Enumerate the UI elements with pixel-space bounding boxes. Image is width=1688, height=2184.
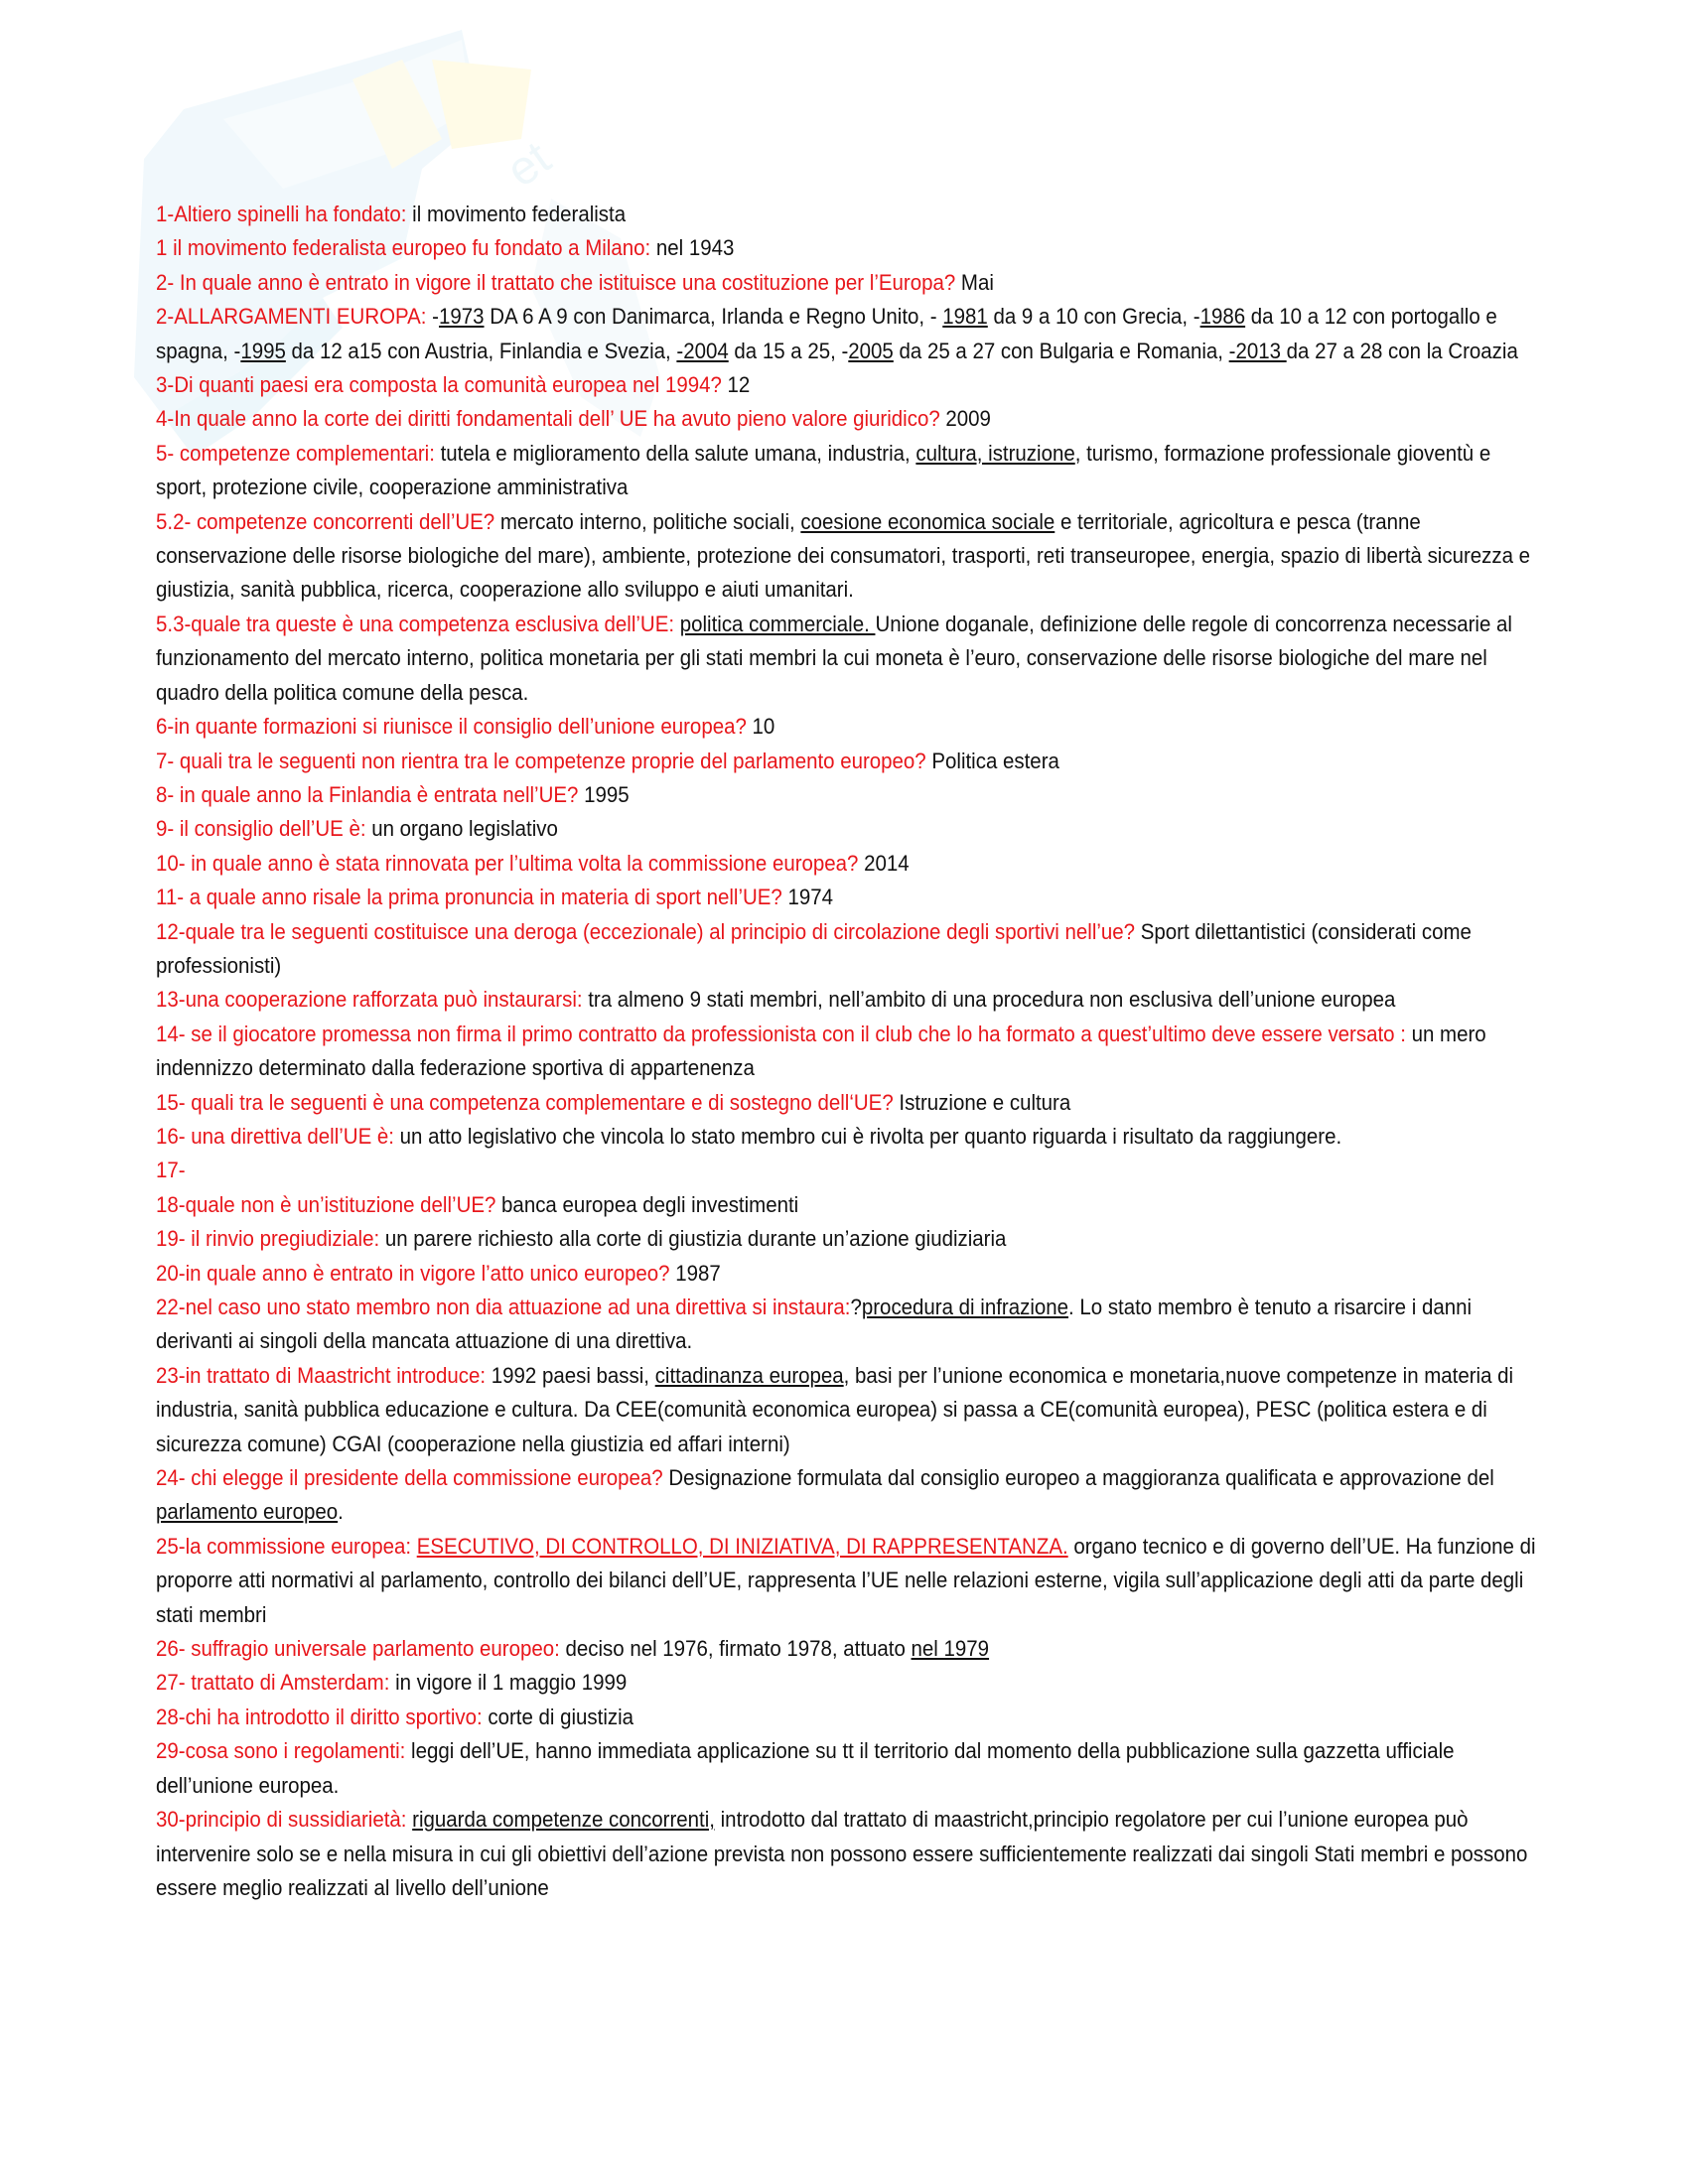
qa-item xyxy=(156,1154,1536,1187)
underlined-answer: ESECUTIVO, DI CONTROLLO, DI INIZIATIVA, DI RAPPRESENTANZA. xyxy=(416,1533,1068,1559)
question-text: 18-quale non è un’istituzione dell’UE? xyxy=(156,1191,496,1217)
qa-item xyxy=(156,1188,1536,1222)
qa-item xyxy=(156,778,1536,812)
qa-item xyxy=(156,1666,1536,1700)
underlined-answer: 1981 xyxy=(942,304,988,330)
answer-text: da 12 a15 con Austria, Finlandia e Svezia, xyxy=(285,338,677,363)
question-text: 1 il movimento federalista europeo fu fondato a Milano: xyxy=(156,235,651,261)
answer-text: tutela e miglioramento della salute umana, industria, xyxy=(434,440,916,466)
qa-item xyxy=(156,231,1536,265)
answer-text: tra almeno 9 stati membri, nell’ambito di una procedura non esclusiva dell’unione europea xyxy=(582,987,1396,1013)
qa-item xyxy=(156,1222,1536,1256)
answer-text: un mero indennizzo determinato dalla federazione sportiva di appartenenza xyxy=(156,1021,1486,1081)
question-text: 22-nel caso uno stato membro non dia attuazione ad una direttiva si instaura: xyxy=(156,1295,851,1319)
answer-text: , basi per l’unione economica e monetaria,nuove competenze in materia di industria, sanità pubblica educazione e cultura. Da CEE(comunità economica europea) si passa a CE(comunità europea), PESC (politica estera e di sicurezza comune) CGAI (cooperazione nella giustizia ed affari interni) xyxy=(156,1362,1514,1456)
underlined-answer: 2005 xyxy=(848,338,894,363)
answer-text: , turismo, formazione professionale gioventù e sport, protezione civile, cooperazione amministrativa xyxy=(156,440,1491,500)
answer-text: un atto legislativo che vincola lo stato membro cui è rivolta per quanto riguarda i risultato da raggiungere. xyxy=(393,1123,1342,1149)
qa-item xyxy=(156,1701,1536,1734)
underlined-answer: -2013 xyxy=(1228,338,1287,363)
question-text: 6-in quante formazioni si riunisce il consiglio dell’unione europea? xyxy=(156,714,747,740)
question-text: 10- in quale anno è stata rinnovata per l’ultima volta la commissione europea? xyxy=(156,850,859,876)
question-text: 26- suffragio universale parlamento europeo: xyxy=(156,1636,560,1662)
question-text: 28-chi ha introdotto il diritto sportivo: xyxy=(156,1704,483,1729)
answer-text: . Lo stato membro è tenuto a risarcire i danni derivanti ai singoli della mancata attuazione di una direttiva. xyxy=(156,1295,1473,1354)
answer-text: leggi dell’UE, hanno immediata applicazione su tt il territorio dal momento della pubblicazione sulla gazzetta ufficiale dell’unione europea. xyxy=(156,1738,1455,1798)
qa-item xyxy=(156,915,1536,984)
answer-text: 2009 xyxy=(939,406,991,432)
question-text: 27- trattato di Amsterdam: xyxy=(156,1670,390,1696)
underlined-answer: nel 1979 xyxy=(911,1636,990,1662)
answer-text: 12 xyxy=(721,372,751,398)
answer-text: nel 1943 xyxy=(650,235,735,261)
answer-text: Istruzione e cultura xyxy=(893,1089,1071,1115)
qa-item xyxy=(156,1120,1536,1154)
question-text: 7- quali tra le seguenti non rientra tra le competenze proprie del parlamento europeo? xyxy=(156,748,926,773)
answer-text: da 15 a 25, - xyxy=(728,338,849,363)
answer-text: Designazione formulata dal consiglio europeo a maggioranza qualificata e approvazione del xyxy=(662,1465,1494,1491)
question-text: 4-In quale anno la corte dei diritti fondamentali dell’ UE ha avuto pieno valore giuridico? xyxy=(156,406,940,432)
question-text: 24- chi elegge il presidente della commissione europea? xyxy=(156,1465,663,1491)
underlined-answer: 1995 xyxy=(240,338,286,363)
question-text: 29-cosa sono i regolamenti: xyxy=(156,1738,406,1764)
answer-text: 1992 paesi bassi, xyxy=(486,1362,655,1388)
answer-text: 1987 xyxy=(669,1260,721,1286)
answer-text: da 9 a 10 con Grecia, - xyxy=(987,304,1200,330)
question-text: 8- in quale anno la Finlandia è entrata nell’UE? xyxy=(156,781,579,807)
answer-text: Sport dilettantistici (considerati come professionisti) xyxy=(156,918,1472,978)
underlined-answer: riguarda competenze concorrenti, xyxy=(412,1807,715,1833)
qa-item xyxy=(156,745,1536,778)
answer-text: mercato interno, politiche sociali, xyxy=(494,508,801,534)
qa-item xyxy=(156,300,1536,368)
qa-item xyxy=(156,847,1536,881)
qa-item xyxy=(156,1291,1536,1359)
answer-text: il movimento federalista xyxy=(406,202,627,226)
answer-text: in vigore il 1 maggio 1999 xyxy=(389,1670,628,1696)
answer-text: Mai xyxy=(955,269,994,295)
underlined-answer: 1973 xyxy=(438,304,485,330)
qa-item xyxy=(156,608,1536,710)
underlined-answer: politica commerciale. xyxy=(679,611,876,636)
question-text: 25-la commissione europea: xyxy=(156,1533,417,1559)
answer-text: 1974 xyxy=(781,885,834,910)
question-text: 9- il consiglio dell’UE è: xyxy=(156,816,366,842)
underlined-answer: 1986 xyxy=(1199,304,1246,330)
qa-item xyxy=(156,710,1536,744)
underlined-answer: cultura, istruzione xyxy=(915,440,1075,466)
qa-item xyxy=(156,1018,1536,1086)
question-text: 23-in trattato di Maastricht introduce: xyxy=(156,1362,487,1388)
svg-text:et: et xyxy=(496,131,561,199)
answer-text: un parere richiesto alla corte di giustizia durante un’azione giudiziaria xyxy=(379,1226,1007,1252)
qa-item xyxy=(156,1803,1536,1905)
answer-text: DA 6 A 9 con Danimarca, Irlanda e Regno Unito, - xyxy=(484,304,943,330)
qa-item xyxy=(156,1530,1536,1632)
answer-text: 2014 xyxy=(858,850,910,876)
answer-text: da 10 a 12 con portogallo e spagna, - xyxy=(156,304,1497,363)
question-text: 5.3-quale tra queste è una competenza esclusiva dell’UE: xyxy=(156,611,675,636)
qa-item xyxy=(156,437,1536,505)
answer-text: banca europea degli investimenti xyxy=(495,1191,799,1217)
qa-item xyxy=(156,368,1536,402)
question-text: 19- il rinvio pregiudiziale: xyxy=(156,1226,380,1252)
question-text: 15- quali tra le seguenti è una competenza complementare e di sostegno dell‘UE? xyxy=(156,1089,894,1115)
answer-text: introdotto dal trattato di maastricht,principio regolatore per cui l’unione europea può intervenire solo se e nella misura in cui gli obiettivi dell’azione prevista non possono essere sufficientemente realizzati dai singoli Stati membri e possono essere meglio realizzati al livello dell’unione xyxy=(156,1807,1528,1900)
answer-text: corte di giustizia xyxy=(482,1704,634,1729)
qa-item xyxy=(156,1257,1536,1291)
answer-text: . xyxy=(338,1499,344,1525)
question-text: 5.2- competenze concorrenti dell’UE? xyxy=(156,508,495,534)
answer-text: Politica estera xyxy=(925,748,1059,773)
answer-text: un organo legislativo xyxy=(365,816,558,842)
question-text: 2-ALLARGAMENTI EUROPA: xyxy=(156,304,433,330)
qa-item xyxy=(156,983,1536,1017)
answer-text: organo tecnico e di governo dell’UE. Ha funzione di proporre atti normativi al parlamento, controllo dei bilanci dell’UE, rappresenta l’UE nelle relazioni esterne, vigila sull’applicazione degli atti da parte degli stati membri xyxy=(156,1533,1536,1627)
underlined-answer: cittadinanza europea xyxy=(654,1362,844,1388)
question-text: 1-Altiero spinelli ha fondato: xyxy=(156,202,407,226)
qa-item xyxy=(156,1734,1536,1803)
question-text: 16- una direttiva dell’UE è: xyxy=(156,1123,394,1149)
qa-item xyxy=(156,1461,1536,1530)
question-text: 11- a quale anno risale la prima pronuncia in materia di sport nell’UE? xyxy=(156,885,782,910)
qa-item xyxy=(156,266,1536,300)
underlined-answer: parlamento europeo xyxy=(156,1499,339,1525)
answer-text: Unione doganale, definizione delle regole di concorrenza necessarie al funzionamento del mercato interno, politica monetaria per gli stati membri la cui moneta è l’euro, conservazione delle risorse biologiche del mare nel quadro della politica comune della pesca. xyxy=(156,611,1512,705)
answer-text: - xyxy=(432,304,439,330)
qa-item xyxy=(156,402,1536,436)
qa-item xyxy=(156,881,1536,914)
question-text: 12-quale tra le seguenti costituisce una deroga (eccezionale) al principio di circolazione degli sportivi nell’ue? xyxy=(156,918,1136,944)
answer-text: 1995 xyxy=(578,781,630,807)
question-text: 13-una cooperazione rafforzata può instaurarsi: xyxy=(156,987,583,1013)
qa-item xyxy=(156,812,1536,846)
question-text: 5- competenze complementari: xyxy=(156,440,435,466)
question-text: 3-Di quanti paesi era composta la comunità europea nel 1994? xyxy=(156,372,722,398)
answer-text: da 27 a 28 con la Croazia xyxy=(1286,338,1518,363)
qa-item xyxy=(156,1632,1536,1666)
answer-text: ? xyxy=(850,1295,862,1319)
document-body xyxy=(156,198,1536,1905)
question-text: 17- xyxy=(156,1158,186,1183)
answer-text: e territoriale, agricoltura e pesca (tranne conservazione delle risorse biologiche del mare), ambiente, protezione dei consumatori, trasporti, reti transeuropee, energia, spazio di libertà sicurezza e giustizia, sanità pubblica, ricerca, cooperazione allo sviluppo e aiuti umanitari. xyxy=(156,508,1531,603)
qa-item xyxy=(156,1359,1536,1461)
underlined-answer: -2004 xyxy=(676,338,729,363)
underlined-answer: procedura di infrazione xyxy=(861,1295,1069,1319)
qa-item xyxy=(156,198,1536,231)
question-text: 2- In quale anno è entrato in vigore il trattato che istituisce una costituzione per l’Europa? xyxy=(156,269,956,295)
qa-item xyxy=(156,505,1536,608)
question-text: 20-in quale anno è entrato in vigore l’atto unico europeo? xyxy=(156,1260,670,1286)
answer-text: 10 xyxy=(746,714,775,740)
answer-text: deciso nel 1976, firmato 1978, attuato xyxy=(559,1636,912,1662)
question-text: 14- se il giocatore promessa non firma il primo contratto da professionista con il club che lo ha formato a quest’ultimo deve essere versato : xyxy=(156,1021,1406,1046)
qa-item xyxy=(156,1086,1536,1120)
answer-text: da 25 a 27 con Bulgaria e Romania, xyxy=(893,338,1229,363)
question-text: 30-principio di sussidiarietà: xyxy=(156,1807,407,1833)
underlined-answer: coesione economica sociale xyxy=(800,508,1055,534)
